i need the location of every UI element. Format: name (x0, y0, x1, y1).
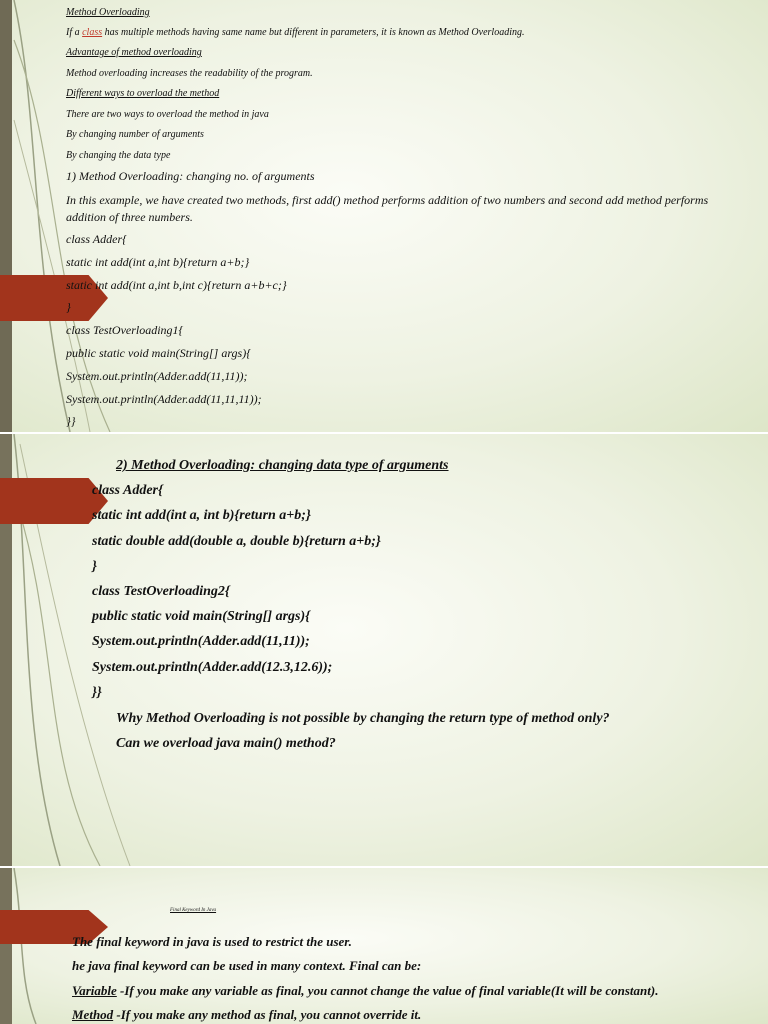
code-line: } (92, 559, 97, 574)
final-bullet-1: The final keyword in java is used to restrict the user. (72, 934, 352, 949)
code-line: static int add(int a,int b){return a+b;} (66, 255, 250, 269)
code-line: }} (92, 685, 102, 700)
intro-post: has multiple methods having same name but different in parameters, it is known as Method Overloading. (102, 27, 525, 38)
code-line: public static void main(String[] args){ (92, 609, 310, 624)
method-desc: -If you make any method as final, you cannot override it. (113, 1007, 422, 1022)
final-bullet-2: he java final keyword can be used in many context. Final can be: (72, 958, 422, 973)
way-2: By changing the data type (66, 150, 171, 161)
question-1: Why Method Overloading is not possible by changing the return type of method only? (116, 711, 610, 726)
variable-desc: -If you make any variable as final, you cannot change the value of final variable(It will be constant). (116, 983, 659, 998)
code-line: static int add(int a,int b,int c){return a+b+c;} (66, 278, 287, 292)
code-line: class Adder{ (66, 232, 127, 246)
code-line: System.out.println(Adder.add(11,11)); (92, 634, 310, 649)
code-line: class TestOverloading1{ (66, 323, 184, 337)
example-line-1: In this example, we have created two methods, first add() method performs addition of two numbers and second add method performs (66, 193, 709, 207)
section-2-title: 2) Method Overloading: changing data type of arguments (116, 458, 449, 473)
ways-heading: Different ways to overload the method (66, 88, 220, 99)
final-keyword-small-title: Final Keyword In Java (170, 908, 217, 913)
class-link[interactable]: class (82, 27, 103, 38)
method-term: Method (72, 1007, 114, 1022)
ways-intro: There are two ways to overload the method in java (66, 109, 269, 120)
example-line-2: addition of three numbers. (66, 210, 193, 224)
code-line: System.out.println(Adder.add(12.3,12.6)); (92, 660, 333, 675)
section-1-title-text: 1) Method Overloading: changing no. of arguments (66, 169, 315, 183)
slide-1 (0, 0, 768, 432)
final-bullet-3 (72, 983, 658, 999)
code-line: }} (66, 414, 76, 428)
slide-3 (0, 868, 768, 1024)
slide-2 (0, 434, 768, 866)
code-line: class TestOverloading2{ (92, 584, 230, 599)
code-line: System.out.println(Adder.add(11,11)); (66, 369, 248, 383)
advantage-heading: Advantage of method overloading (66, 47, 202, 58)
section-1-title (66, 169, 315, 184)
code-line: public static void main(String[] args){ (66, 346, 252, 360)
intro-text (66, 27, 524, 38)
variable-term: Variable (72, 983, 117, 998)
code-line: static double add(double a, double b){return a+b;} (92, 534, 381, 549)
final-bullet-4 (72, 1007, 421, 1023)
method-overloading-heading: Method Overloading (66, 7, 150, 18)
code-line: System.out.println(Adder.add(11,11,11)); (66, 392, 262, 406)
code-line: } (66, 300, 71, 314)
advantage-text: Method overloading increases the readability of the program. (66, 68, 313, 79)
code-line: static int add(int a, int b){return a+b;} (92, 508, 311, 523)
intro-pre: If a (66, 27, 83, 38)
way-1: By changing number of arguments (66, 129, 204, 140)
question-2: Can we overload java main() method? (116, 736, 336, 751)
code-line: class Adder{ (92, 483, 163, 498)
